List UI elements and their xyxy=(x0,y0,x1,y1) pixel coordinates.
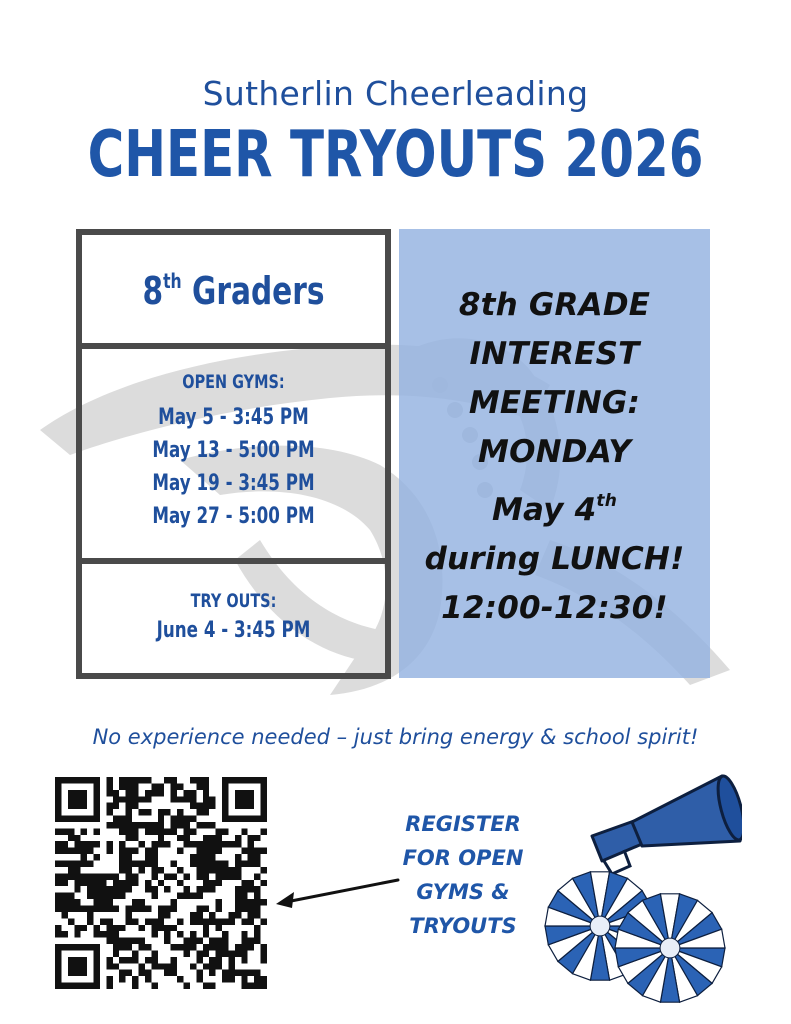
meeting-text xyxy=(399,281,710,633)
grade-heading xyxy=(115,269,351,313)
page-title: CHEER TRYOUTS 2026 xyxy=(87,118,704,192)
grade-suffix: th xyxy=(163,269,182,293)
register-line: FOR OPEN xyxy=(402,846,524,870)
open-gym-date: May 19 - 3:45 PM xyxy=(152,471,315,496)
meeting-date-line xyxy=(399,477,710,535)
register-line: REGISTER xyxy=(405,812,521,836)
meeting-line: INTEREST xyxy=(469,336,640,372)
register-line: GYMS & xyxy=(416,880,510,904)
tryouts-heading: TRY OUTS: xyxy=(190,590,277,612)
megaphone-icon xyxy=(582,766,742,876)
meeting-date: May 4 xyxy=(491,492,597,528)
register-callout xyxy=(388,807,538,943)
meeting-line: MEETING: xyxy=(468,385,641,421)
open-gym-date: May 13 - 5:00 PM xyxy=(152,438,315,463)
qr-code-icon[interactable] xyxy=(55,777,267,989)
open-gyms-section xyxy=(82,349,385,564)
register-line: TRYOUTS xyxy=(409,914,517,938)
open-gyms-heading: OPEN GYMS: xyxy=(182,371,285,393)
grade-number: 8 xyxy=(142,269,164,313)
tryouts-date: June 4 - 3:45 PM xyxy=(156,618,311,643)
arrow-left-icon xyxy=(272,872,402,912)
tryouts-section xyxy=(82,564,385,673)
meeting-line: during LUNCH! xyxy=(424,541,685,577)
grade-word: Graders xyxy=(192,269,325,313)
meeting-line: 8th GRADE xyxy=(458,287,651,323)
meeting-date-suffix: th xyxy=(596,491,618,511)
meeting-time: 12:00-12:30! xyxy=(441,590,668,626)
grade-section xyxy=(82,235,385,349)
open-gyms-list xyxy=(82,401,385,533)
open-gym-date: May 27 - 5:00 PM xyxy=(152,504,315,529)
meeting-line: MONDAY xyxy=(478,434,631,470)
open-gym-date: May 5 - 3:45 PM xyxy=(158,405,309,430)
subtitle: Sutherlin Cheerleading xyxy=(202,74,589,113)
schedule-box xyxy=(76,229,391,679)
pom-poms-icon xyxy=(538,866,738,1006)
tagline: No experience needed – just bring energy & school spirit! xyxy=(92,725,699,749)
meeting-panel xyxy=(399,229,710,678)
